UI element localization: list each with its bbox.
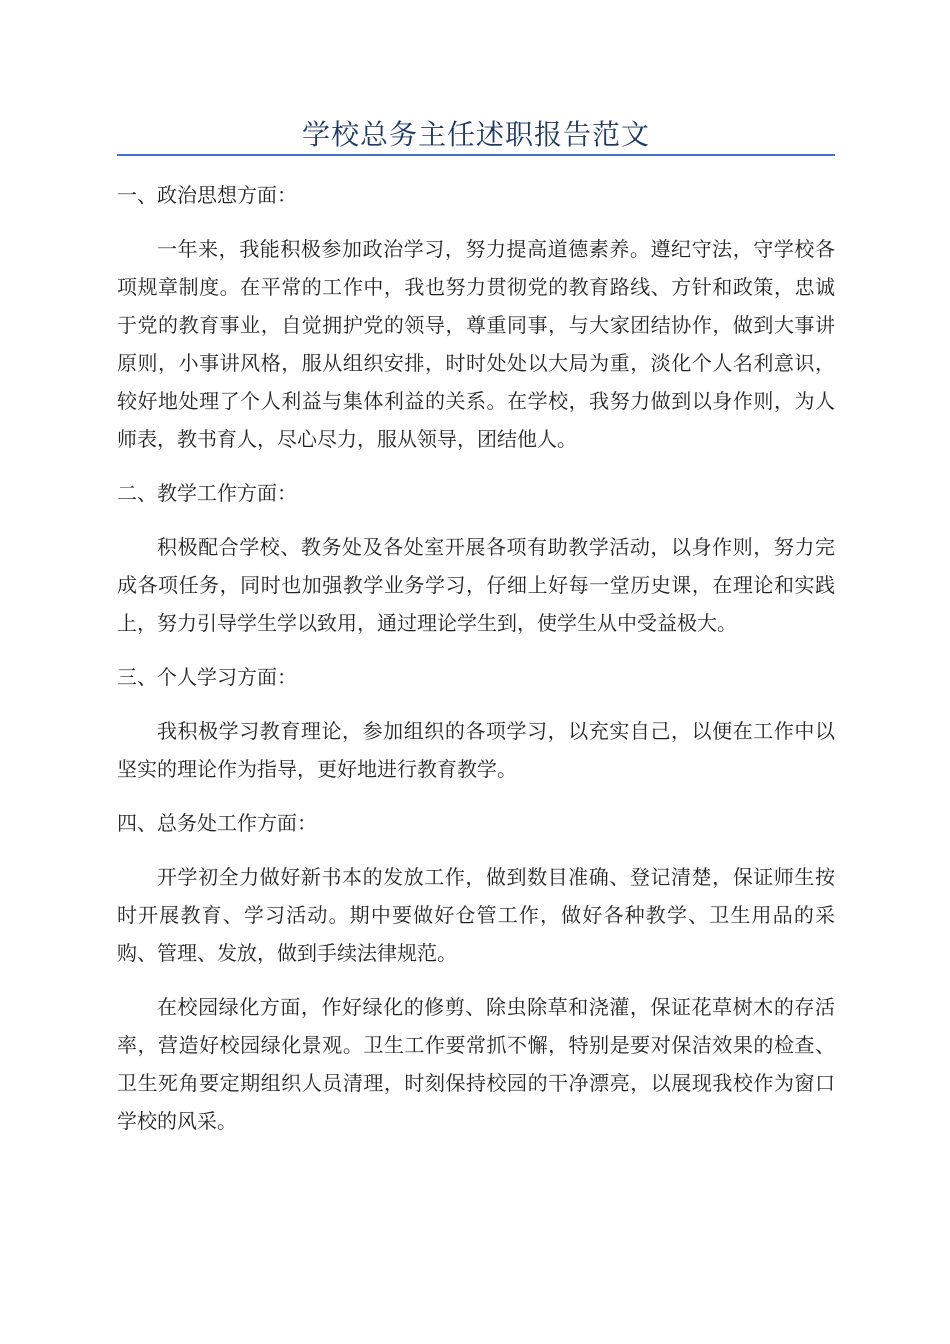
paragraph-general-affairs-2: 在校园绿化方面，作好绿化的修剪、除虫除草和浇灌，保证花草树木的存活率，营造好校园绿化景观。卫生工作要常抓不懈，特别是要对保洁效果的检查、卫生死角要定期组织人员清理，时刻保持校园的干净漂亮，以展现我校作为窗口学校的风采。 [117,995,835,1133]
title-underline [117,154,835,156]
section-heading-study: 三、个人学习方面： [117,665,297,689]
section-heading-political: 一、政治思想方面： [117,183,297,207]
section-heading-general-affairs: 四、总务处工作方面： [117,811,317,835]
paragraph-political: 一年来，我能积极参加政治学习，努力提高道德素养。遵纪守法，守学校各项规章制度。在平常的工作中，我也努力贯彻党的教育路线、方针和政策，忠诚于党的教育事业，自觉拥护党的领导，尊重同事，与大家团结协作，做到大事讲原则，小事讲风格，服从组织安排，时时处处以大局为重，淡化个人名利意识，较好地处理了个人利益与集体利益的关系。在学校，我努力做到以身作则，为人师表，教书育人，尽心尽力，服从领导，团结他人。 [117,237,835,451]
document-title: 学校总务主任述职报告范文 [301,118,650,151]
section-heading-teaching: 二、教学工作方面： [117,481,297,505]
paragraph-study: 我积极学习教育理论，参加组织的各项学习，以充实自己，以便在工作中以坚实的理论作为指导，更好地进行教育教学。 [117,719,835,781]
paragraph-general-affairs-1: 开学初全力做好新书本的发放工作，做到数目准确、登记清楚，保证师生按时开展教育、学习活动。期中要做好仓管工作，做好各种教学、卫生用品的采购、管理、发放，做到手续法律规范。 [117,865,835,965]
document-body [117,176,835,1140]
paragraph-teaching: 积极配合学校、教务处及各处室开展各项有助教学活动，以身作则，努力完成各项任务，同时也加强教学业务学习，仔细上好每一堂历史课，在理论和实践上，努力引导学生学以致用，通过理论学生到，使学生从中受益极大。 [117,535,835,635]
